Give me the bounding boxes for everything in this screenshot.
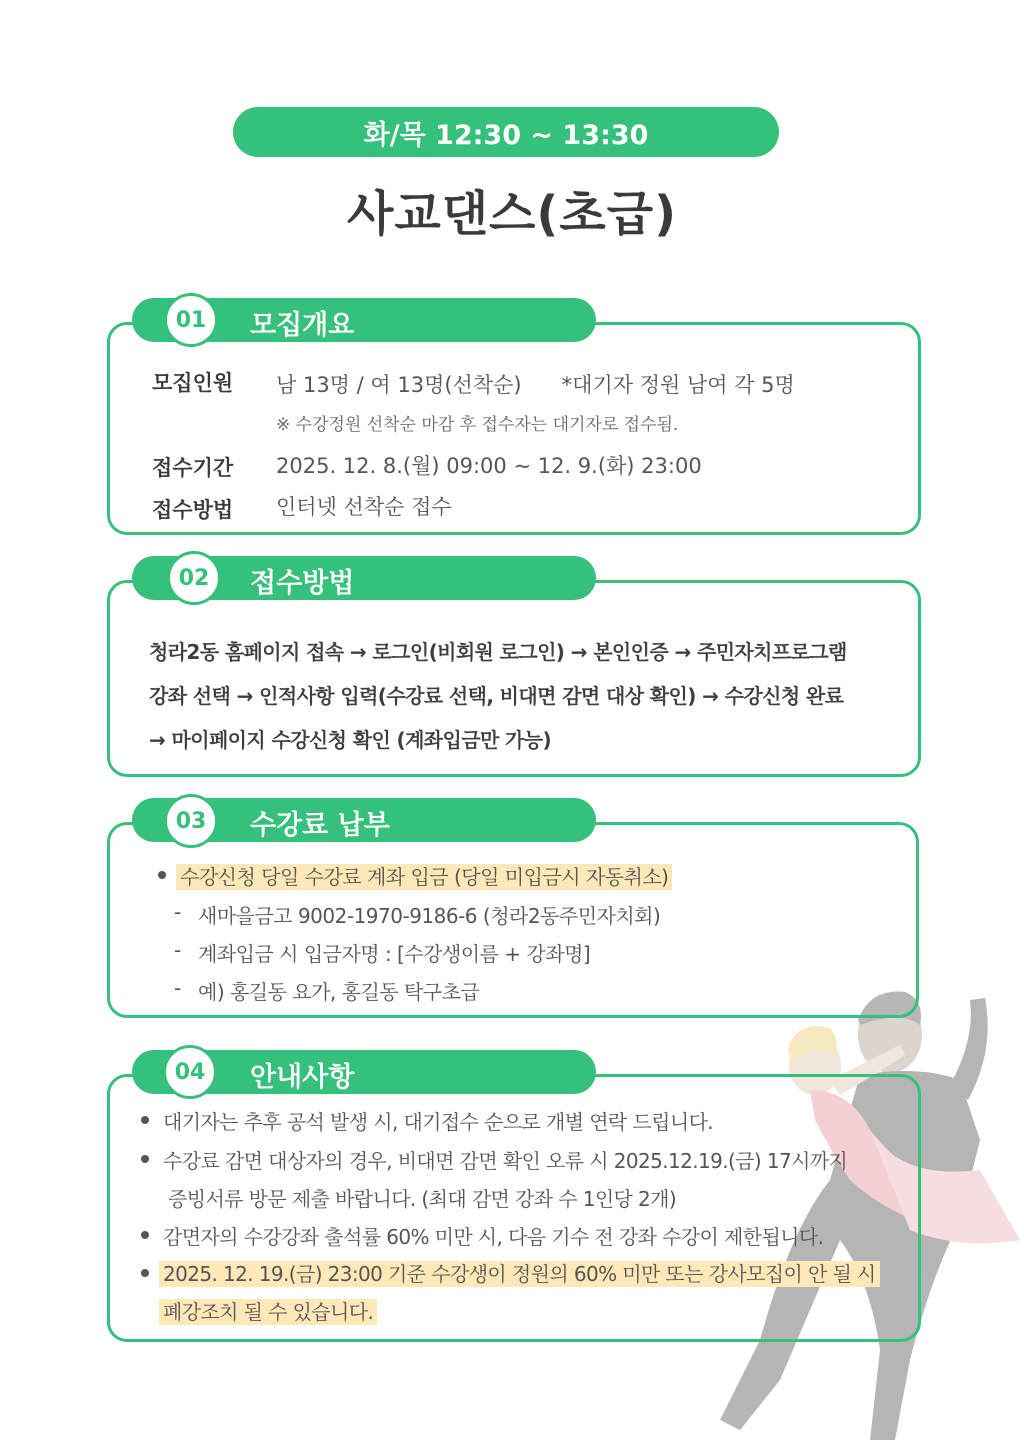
row-value: 인터넷 선착순 접수 xyxy=(276,495,452,519)
row-value: 2025. 12. 8.(월) 09:00 ~ 12. 9.(화) 23:00 xyxy=(276,454,702,478)
section-title: 접수방법 xyxy=(250,568,355,599)
bullet-dot xyxy=(141,1231,149,1239)
payment-bullet xyxy=(176,861,672,890)
section-title: 안내사항 xyxy=(250,1062,355,1093)
page-title: 사교댄스(초급) xyxy=(346,186,678,242)
section-number-badge: 02 xyxy=(167,551,221,605)
schedule-pill: 화/목 12:30 ~ 13:30 xyxy=(233,107,779,157)
notice-item-continuation: 증빙서류 방문 제출 바랍니다. (최대 감면 강좌 수 1인당 2개) xyxy=(168,1187,677,1211)
bullet-dot xyxy=(141,1269,149,1277)
section-number-badge: 04 xyxy=(163,1045,217,1099)
section-title: 수강료 납부 xyxy=(250,810,390,841)
row-label: 모집인원 xyxy=(152,371,234,395)
section-number-badge: 03 xyxy=(164,794,218,848)
flow-line: 강좌 선택 → 인적사항 입력(수강료 선택, 비대면 감면 대상 확인) → 수강신청 완료 xyxy=(149,684,844,708)
payment-sub-item: 계좌입금 시 입금자명 : [수강생이름 + 강좌명] xyxy=(198,942,591,966)
dash-marker: - xyxy=(174,938,182,962)
dash-marker: - xyxy=(174,900,182,924)
row-label: 접수기간 xyxy=(152,456,234,480)
highlight-text: 수강신청 당일 수강료 계좌 입금 (당일 미입금시 자동취소) xyxy=(176,864,672,890)
bullet-dot xyxy=(141,1116,149,1124)
flow-line: → 마이페이지 수강신청 확인 (계좌입금만 가능) xyxy=(149,728,552,752)
notice-item: 대기자는 추후 공석 발생 시, 대기접수 순으로 개별 연락 드립니다. xyxy=(163,1110,714,1134)
highlight-text: 폐강조치 될 수 있습니다. xyxy=(159,1299,377,1325)
payment-sub-item: 새마을금고 9002-1970-9186-6 (청라2동주민자치회) xyxy=(198,904,661,928)
highlight-text: 2025. 12. 19.(금) 23:00 기준 수강생이 정원의 60% 미만 또는 강사모집이 안 될 시 xyxy=(159,1261,880,1287)
bullet-dot xyxy=(141,1155,149,1163)
notice-item: 수강료 감면 대상자의 경우, 비대면 감면 확인 오류 시 2025.12.19.(금) 17시까지 xyxy=(163,1149,848,1173)
bullet-dot xyxy=(158,871,166,879)
dash-marker: - xyxy=(174,976,182,1000)
row-note: ※ 수강정원 선착순 마감 후 접수자는 대기자로 접수됨. xyxy=(276,415,679,435)
flow-line: 청라2동 홈페이지 접속 → 로그인(비회원 로그인) → 본인인증 → 주민자치프로그램 xyxy=(149,640,847,664)
notice-item-highlight-continuation xyxy=(159,1296,377,1325)
notice-item: 감면자의 수강강좌 출석률 60% 미만 시, 다음 기수 전 강좌 수강이 제한됩니다. xyxy=(163,1225,824,1249)
section-title: 모집개요 xyxy=(250,310,355,341)
row-value: 남 13명 / 여 13명(선착순) *대기자 정원 남여 각 5명 xyxy=(276,373,795,397)
section-number-badge: 01 xyxy=(164,293,218,347)
row-label: 접수방법 xyxy=(152,498,234,522)
notice-item-highlight xyxy=(159,1258,880,1287)
payment-sub-item: 예) 홍길동 요가, 홍길동 탁구초급 xyxy=(198,980,480,1004)
